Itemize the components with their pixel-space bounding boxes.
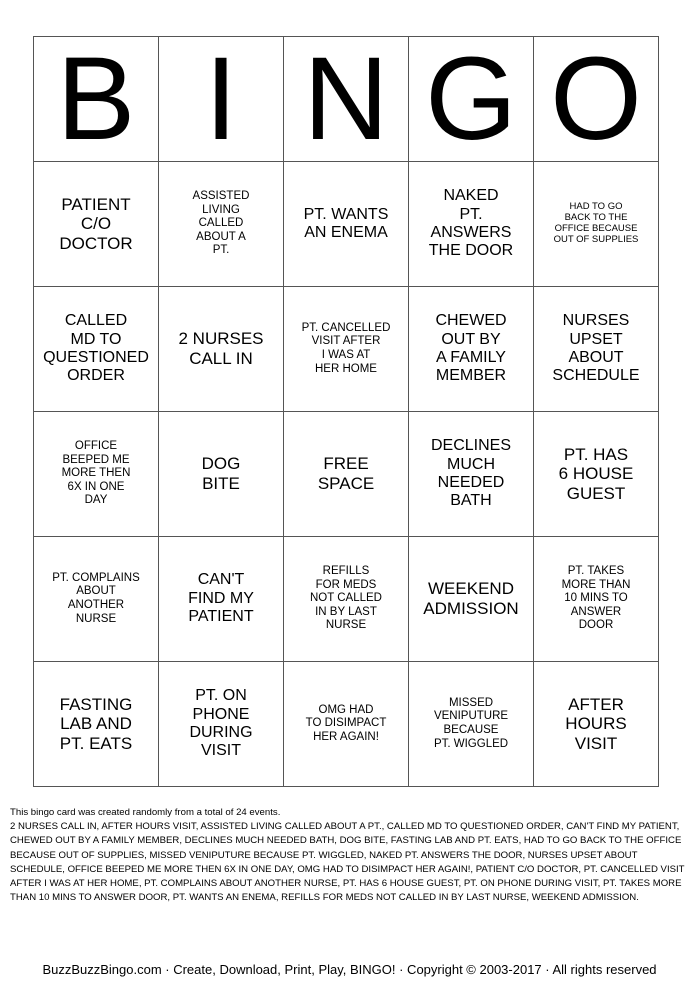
card-row-3 — [34, 412, 659, 537]
bingo-cell: CALLED MD TO QUESTIONED ORDER — [34, 287, 159, 412]
card-row-2 — [34, 287, 659, 412]
bingo-cell: PT. COMPLAINS ABOUT ANOTHER NURSE — [34, 537, 159, 662]
bingo-cell: DECLINES MUCH NEEDED BATH — [409, 412, 534, 537]
bingo-cell: AFTER HOURS VISIT — [534, 662, 659, 787]
bingo-cell: CHEWED OUT BY A FAMILY MEMBER — [409, 287, 534, 412]
header-letter-b: B — [34, 37, 159, 162]
bingo-cell: 2 NURSES CALL IN — [159, 287, 284, 412]
header-letter-n: N — [284, 37, 409, 162]
card-row-5 — [34, 662, 659, 787]
site-footer: BuzzBuzzBingo.com · Create, Download, Print, Play, BINGO! · Copyright © 2003-2017 · All rights reserved — [42, 962, 657, 977]
bingo-cell: REFILLS FOR MEDS NOT CALLED IN BY LAST NURSE — [284, 537, 409, 662]
bingo-cell: OFFICE BEEPED ME MORE THEN 6X IN ONE DAY — [34, 412, 159, 537]
card-row-1 — [34, 162, 659, 287]
bingo-cell: PT. TAKES MORE THAN 10 MINS TO ANSWER DOOR — [534, 537, 659, 662]
bingo-cell: WEEKEND ADMISSION — [409, 537, 534, 662]
bingo-cell: MISSED VENIPUTURE BECAUSE PT. WIGGLED — [409, 662, 534, 787]
bingo-cell: NURSES UPSET ABOUT SCHEDULE — [534, 287, 659, 412]
bingo-cell: HAD TO GO BACK TO THE OFFICE BECAUSE OUT OF SUPPLIES — [534, 162, 659, 287]
bingo-cell: NAKED PT. ANSWERS THE DOOR — [409, 162, 534, 287]
header-row — [34, 37, 659, 162]
bingo-cell: PATIENT C/O DOCTOR — [34, 162, 159, 287]
event-list: 2 NURSES CALL IN, AFTER HOURS VISIT, ASSISTED LIVING CALLED ABOUT A PT., CALLED MD TO QUESTIONED ORDER, CAN'T FIND MY PATIENT, CHEWED OUT BY A FAMILY MEMBER, DECLINES MUCH NEEDED BATH, DOG BITE, FASTING LAB AND PT. EATS, HAD TO GO BACK TO THE OFFICE BECAUSE OUT OF SUPPLIES, MISSED VENIPUTURE BECAUSE PT. WIGGLED, NAKED PT. ANSWERS THE DOOR, NURSES UPSET ABOUT SCHEDULE, OFFICE BEEPED ME MORE THEN 6X IN ONE DAY, OMG HAD TO DISIMPACT HER AGAIN!, PATIENT C/O DOCTOR, PT. CANCELLED VISIT AFTER I WAS AT HER HOME, PT. COMPLAINS ABOUT ANOTHER NURSE, PT. HAS 6 HOUSE GUEST, PT. ON PHONE DURING VISIT, PT. TAKES MORE THAN 10 MINS TO ANSWER DOOR, PT. WANTS AN ENEMA, REFILLS FOR MEDS NOT CALLED IN BY LAST NURSE, WEEKEND ADMISSION. — [10, 821, 685, 904]
card-info — [10, 806, 690, 905]
header-letter-o: O — [534, 37, 659, 162]
header-letter-g: G — [409, 37, 534, 162]
bingo-cell: PT. HAS 6 HOUSE GUEST — [534, 412, 659, 537]
bingo-cell: DOG BITE — [159, 412, 284, 537]
header-letter-i: I — [159, 37, 284, 162]
free-space-cell: FREE SPACE — [284, 412, 409, 537]
card-row-4 — [34, 537, 659, 662]
bingo-cell: PT. WANTS AN ENEMA — [284, 162, 409, 287]
bingo-cell: FASTING LAB AND PT. EATS — [34, 662, 159, 787]
bingo-cell: PT. CANCELLED VISIT AFTER I WAS AT HER HOME — [284, 287, 409, 412]
card-summary: This bingo card was created randomly from a total of 24 events. — [10, 807, 281, 818]
bingo-cell: OMG HAD TO DISIMPACT HER AGAIN! — [284, 662, 409, 787]
bingo-cell: ASSISTED LIVING CALLED ABOUT A PT. — [159, 162, 284, 287]
bingo-cell: CAN'T FIND MY PATIENT — [159, 537, 284, 662]
bingo-card — [33, 36, 659, 787]
bingo-cell: PT. ON PHONE DURING VISIT — [159, 662, 284, 787]
